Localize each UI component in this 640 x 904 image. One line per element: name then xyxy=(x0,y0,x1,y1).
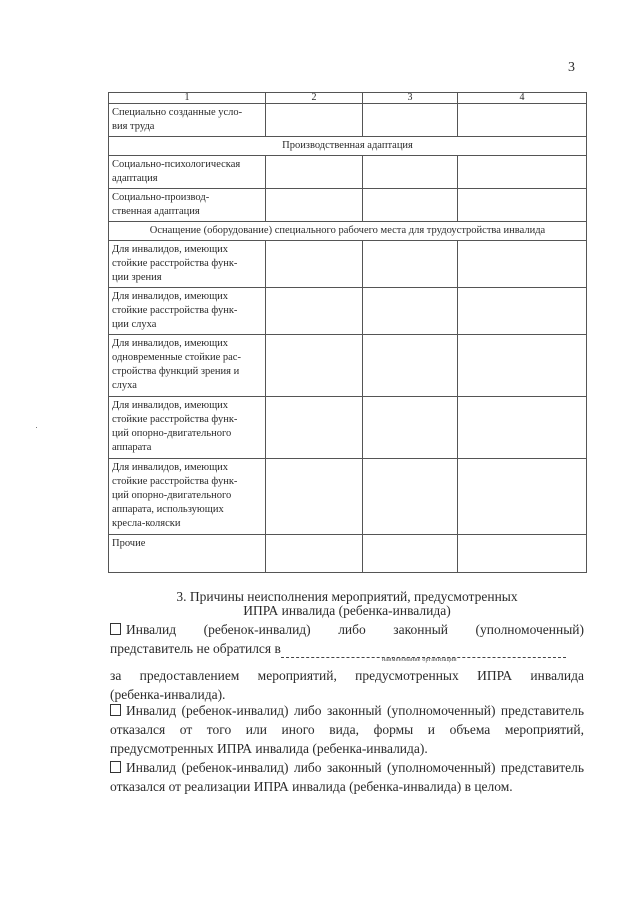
table-cell-empty[interactable] xyxy=(266,288,363,335)
reason-refused-partial-text: Инвалид (ребенок-инвалид) либо законный (уполномоченный) представитель отказался от того или иного вида, формы и объема мероприятий, предусмотренных ИПРА инвалида (ребенка-инвалида). xyxy=(110,703,584,756)
table-section-row xyxy=(109,222,587,241)
table-cell-empty[interactable] xyxy=(266,189,363,222)
table-cell-empty[interactable] xyxy=(458,335,587,397)
measures-table xyxy=(108,92,587,573)
table-row-label: Для инвалидов, имеющих одновременные стойкие рас- стройства функций зрения и слуха xyxy=(109,335,266,397)
page-number: 3 xyxy=(568,60,575,75)
table-header-row xyxy=(109,93,587,104)
checkbox-refused-all[interactable] xyxy=(110,761,121,773)
organization-name-caption: наименование организации xyxy=(382,657,457,663)
table-cell-empty[interactable] xyxy=(266,397,363,459)
table-cell-empty[interactable] xyxy=(363,397,458,459)
checkbox-not-applied[interactable] xyxy=(110,623,121,635)
scan-speck xyxy=(36,427,37,428)
table-cell-empty[interactable] xyxy=(266,459,363,535)
reason-not-applied xyxy=(110,620,584,704)
table-cell-empty[interactable] xyxy=(363,459,458,535)
reason-not-applied-line-2: представитель не обратился в xyxy=(110,641,281,656)
reason-refused-all-text: Инвалид (ребенок-инвалид) либо законный (уполномоченный) представитель отказался от реализации ИПРА инвалида (ребенка-инвалида) в целом. xyxy=(110,760,584,794)
table-cell-empty[interactable] xyxy=(363,156,458,189)
table-cell-empty[interactable] xyxy=(363,241,458,288)
table-cell-empty[interactable] xyxy=(363,189,458,222)
table-cell-empty[interactable] xyxy=(458,189,587,222)
table-cell-empty[interactable] xyxy=(363,335,458,397)
table-cell-empty[interactable] xyxy=(458,397,587,459)
table-row-label: Специально созданные усло- вия труда xyxy=(109,104,266,137)
table-row xyxy=(109,156,587,189)
reason-not-applied-line-3: за предоставлением мероприятий, предусмотренных ИПРА инвалида xyxy=(110,668,584,683)
table-cell-empty[interactable] xyxy=(266,241,363,288)
table-section-label: Оснащение (оборудование) специального рабочего места для трудоустройства инвалида xyxy=(109,222,587,241)
table-cell-empty[interactable] xyxy=(363,535,458,573)
table-row-label: Для инвалидов, имеющих стойкие расстройства функ- ций опорно-двигательного аппарата, использующих кресла-коляски xyxy=(109,459,266,535)
table-row-label: Социально-психологическая адаптация xyxy=(109,156,266,189)
table-row xyxy=(109,535,587,573)
reason-refused-partial xyxy=(110,701,584,758)
column-number-1: 1 xyxy=(109,93,266,104)
table-cell-empty[interactable] xyxy=(266,104,363,137)
section-title-line-2: ИПРА инвалида (ребенка-инвалида) xyxy=(243,603,451,618)
table-row xyxy=(109,397,587,459)
table-row-label: Для инвалидов, имеющих стойкие расстройства функ- ции зрения xyxy=(109,241,266,288)
table-row-label: Для инвалидов, имеющих стойкие расстройства функ- ций опорно-двигательного аппарата xyxy=(109,397,266,459)
table-row xyxy=(109,335,587,397)
table-cell-empty[interactable] xyxy=(363,288,458,335)
table-row xyxy=(109,288,587,335)
table-row-label: Прочие xyxy=(109,535,266,573)
table-cell-empty[interactable] xyxy=(266,335,363,397)
table-row xyxy=(109,104,587,137)
reason-not-applied-line-4: (ребенка-инвалида). xyxy=(110,687,226,702)
table-cell-empty[interactable] xyxy=(458,156,587,189)
reason-not-applied-line-1: Инвалид (ребенок-инвалид) либо законный (уполномоченный) xyxy=(126,622,584,637)
table-cell-empty[interactable] xyxy=(266,156,363,189)
table-cell-empty[interactable] xyxy=(458,104,587,137)
table-row xyxy=(109,241,587,288)
checkbox-refused-partial[interactable] xyxy=(110,704,121,716)
table-row-label: Социально-производ- ственная адаптация xyxy=(109,189,266,222)
table-row xyxy=(109,189,587,222)
reason-refused-all xyxy=(110,758,584,796)
column-number-2: 2 xyxy=(266,93,363,104)
table-row xyxy=(109,459,587,535)
section-title-line-1: 3. Причины неисполнения мероприятий, предусмотренных xyxy=(176,589,518,604)
table-section-row xyxy=(109,137,587,156)
table-cell-empty[interactable] xyxy=(458,288,587,335)
table-cell-empty[interactable] xyxy=(458,535,587,573)
table-section-label: Производственная адаптация xyxy=(109,137,587,156)
table-cell-empty[interactable] xyxy=(266,535,363,573)
table-cell-empty[interactable] xyxy=(458,459,587,535)
table-cell-empty[interactable] xyxy=(363,104,458,137)
column-number-4: 4 xyxy=(458,93,587,104)
section-title xyxy=(108,590,586,618)
table-cell-empty[interactable] xyxy=(458,241,587,288)
column-number-3: 3 xyxy=(363,93,458,104)
table-row-label: Для инвалидов, имеющих стойкие расстройства функ- ции слуха xyxy=(109,288,266,335)
